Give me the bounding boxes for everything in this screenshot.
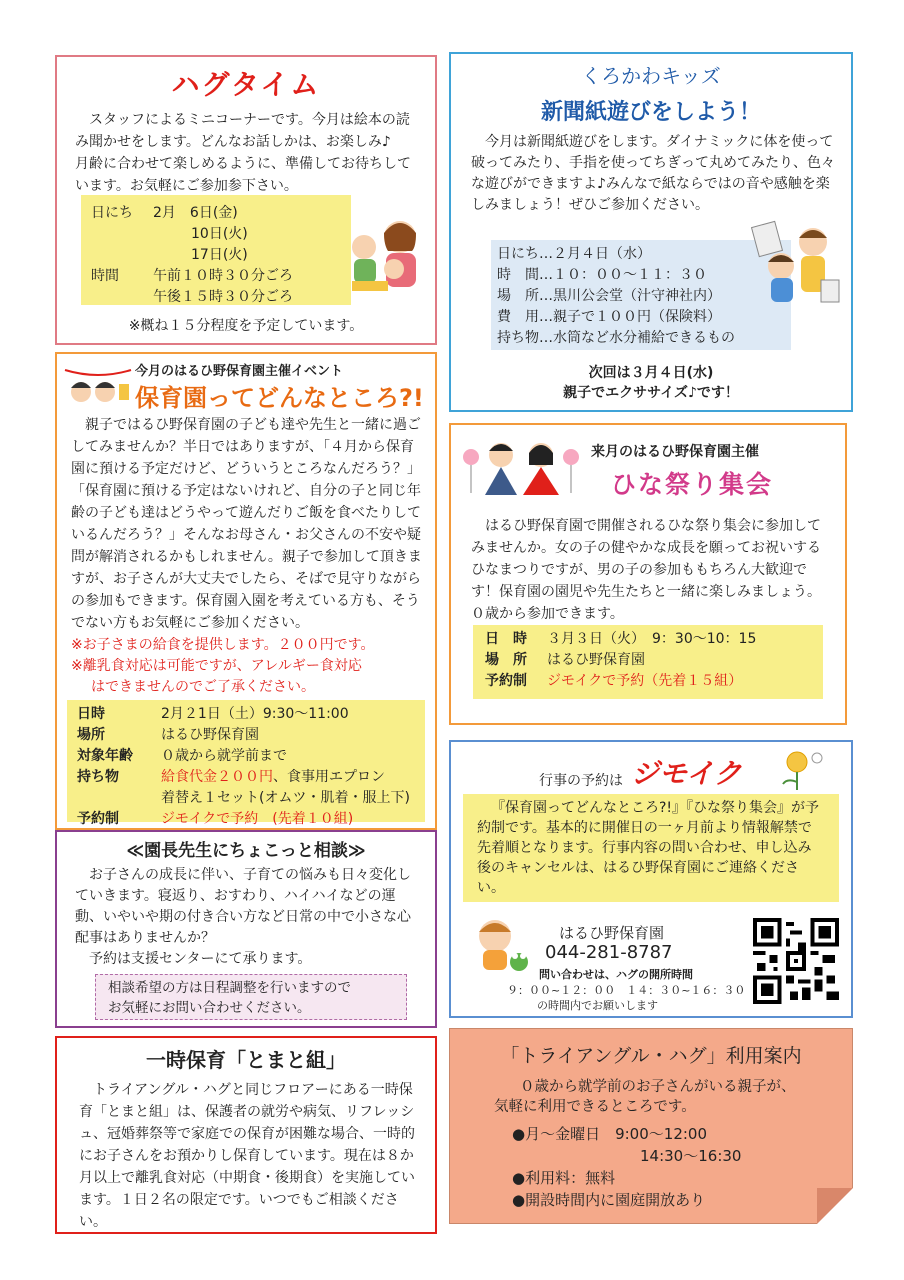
- hina-key: 予約制: [485, 673, 527, 689]
- hina-value: はるひ野保育園: [547, 652, 645, 668]
- jimoiku-hours-2: の時間内でお願いします: [537, 999, 658, 1012]
- encho-note-2: お気軽にお問い合わせください。: [108, 1000, 311, 1016]
- detail-key: 対象年齢: [77, 748, 133, 764]
- encho-consult-section: [55, 830, 437, 1028]
- hina-dolls-illustration-icon: [461, 435, 581, 497]
- hug-schedule: [81, 195, 351, 305]
- kurokawa-title-1: くろかわキッズ: [581, 64, 721, 88]
- hug-body: スタッフによるミニコーナーです。今月は絵本の読み聞かせをします。どんなお話しかは、お楽しみ♪ 月齢に合わせて楽しめるように、準備してお待ちしています。お気軽にご参加参下さい。: [75, 112, 411, 194]
- hina-body: はるひ野保育園で開催されるひな祭り集会に参加してみませんか。女の子の健やかな成長を願ってお祝いするひなまつりですが、男の子の参加ももちろん大歓迎です！保育園の園児や先生たちと一緒に楽しみましょう。０歳から参加できます。: [471, 518, 821, 622]
- hug-title: ハグタイム: [171, 68, 321, 101]
- kids-newspaper-illustration-icon: [751, 214, 843, 306]
- hoikuen-red-note-2b: はできませんのでご了承ください。: [91, 679, 315, 695]
- child-frog-illustration-icon: [469, 914, 533, 974]
- kurokawa-body: 今月は新聞紙遊びをします。ダイナミックに体を使って破ってみたり、手指を使ってちぎって丸めてみたり、色々な遊びができますよ♪みんなで紙ならではの音や感触を楽しみましょう！ぜひご参加ください。: [471, 134, 835, 213]
- detail-key: 予約制: [77, 811, 119, 827]
- kurokawa-row: 費 用…親子で１００円（保険料）: [497, 309, 721, 325]
- hoikuen-subtitle: 今月のはるひ野保育園主催イベント: [135, 364, 344, 379]
- kurokawa-next-2: 親子でエクササイズ♪です！: [563, 385, 739, 401]
- detail-value: ０歳から就学前まで: [161, 748, 287, 764]
- hina-value: ３月３日（火） 9：30～10：15: [547, 631, 757, 647]
- encho-note: [95, 974, 407, 1020]
- dandelion-icon: [779, 748, 825, 790]
- detail-value: 着替え１セット(オムツ・肌着・服上下): [161, 790, 410, 806]
- hoikuen-details: [67, 700, 425, 827]
- jimoiku-hours: ９：００~１２：００ １４：３０~１６：３０: [507, 984, 746, 997]
- hina-matsuri-section: [449, 423, 847, 725]
- hina-key: 日 時: [485, 631, 527, 647]
- detail-key: 持ち物: [77, 769, 119, 785]
- hoikuen-event-section: [55, 352, 437, 830]
- kurokawa-kids-section: [449, 52, 853, 412]
- riyou-item-2: ●利用料：無料: [512, 1169, 616, 1187]
- kurokawa-row: 日にち…２月４日（水）: [497, 246, 651, 262]
- jimoiku-notice: [463, 794, 839, 902]
- riyou-item-3: ●開設時間内に園庭開放あり: [512, 1191, 706, 1209]
- kurokawa-schedule: [491, 240, 791, 350]
- detail-value-red: ジモイクで予約 (先着１０組): [161, 811, 354, 827]
- mother-children-illustration-icon: [342, 207, 432, 297]
- kurokawa-next-1: 次回は３月４日(水): [588, 365, 714, 381]
- riyou-section: [449, 1028, 853, 1224]
- encho-title: ≪園長先生にちょこっと相談≫: [126, 841, 366, 861]
- detail-value: はるひ野保育園: [161, 727, 259, 743]
- encho-body: お子さんの成長に伴い、子育ての悩みも日々変化していきます。寝返り、おすわり、ハイハイなどの運動、いやいや期の付き合い方など日常の中で小さな心配事はありませんか？: [75, 867, 411, 946]
- hug-date-label: 日にち: [91, 205, 133, 221]
- hina-title: ひな祭り集会: [611, 470, 774, 499]
- hug-time-section: [55, 55, 437, 345]
- hug-date-2: 10日(火): [191, 226, 248, 242]
- encho-body-2: 予約は支援センターにて承ります。: [89, 951, 312, 967]
- hug-date-3: 17日(火): [191, 247, 248, 263]
- kurokawa-title-2: 新聞紙遊びをしよう！: [540, 100, 761, 125]
- tomato-section: [55, 1036, 437, 1234]
- hoikuen-red-note-2a: ※離乳食対応は可能ですが、アレルギー食対応: [71, 658, 362, 674]
- hoikuen-title: 保育園ってどんなところ?!: [135, 384, 424, 412]
- hina-subtitle: 来月のはるひ野保育園主催: [591, 444, 759, 460]
- tomato-title: 一時保育「とまと組」: [146, 1048, 346, 1072]
- kurokawa-row: 時 間…１０：００～１１：３０: [497, 267, 707, 283]
- hina-key: 場 所: [485, 652, 527, 668]
- qr-code-icon[interactable]: [753, 918, 839, 1004]
- jimoiku-inquiry: 問い合わせは、ハグの開所時間: [539, 968, 693, 981]
- riyou-item-1b: 14:30～16:30: [640, 1147, 742, 1165]
- kurokawa-row: 持ち物…水筒など水分補給できるもの: [497, 330, 735, 346]
- jimoiku-org: はるひ野保育園: [559, 924, 665, 942]
- jimoiku-body: 『保育園ってどんなところ?!』『ひな祭り集会』が予約制です。基本的に開催日の一ヶ月前より情報解禁で先着順となります。行事内容の問い合わせ、申し込み後のキャンセルは、はるひ野保育園にご連絡ください。: [477, 800, 820, 896]
- hug-time-1: 午前１０時３０分ごろ: [153, 268, 293, 284]
- detail-key: 場所: [77, 727, 105, 743]
- hug-time-label: 時間: [91, 268, 119, 284]
- riyou-lead-1: ０歳から就学前のお子さんがいる親子が、: [520, 1079, 796, 1095]
- hug-date-1: 2月 6日(金): [153, 205, 238, 221]
- riyou-lead-2: 気軽に利用できるところです。: [494, 1099, 696, 1115]
- riyou-title: 「トライアングル・ハグ」利用案内: [500, 1045, 802, 1067]
- hina-value-red: ジモイクで予約（先着１５組）: [547, 673, 743, 689]
- hug-note: ※概ね１５分程度を予定しています。: [128, 318, 364, 334]
- hug-time-2: 午後１５時３０分ごろ: [153, 289, 293, 305]
- riyou-item-1: ●月～金曜日 9:00～12:00: [512, 1125, 708, 1143]
- jimoiku-tel: 044-281-8787: [545, 942, 673, 963]
- detail-key: 日時: [77, 706, 105, 722]
- encho-note-1: 相談希望の方は日程調整を行いますので: [108, 980, 351, 996]
- jimoiku-logo: ジモイク: [631, 757, 742, 790]
- hina-details: [473, 625, 823, 699]
- kids-party-illustration-icon: [63, 364, 133, 408]
- kurokawa-row: 場 所…黒川公会堂（汁守神社内）: [497, 288, 721, 304]
- hoikuen-red-note-1: ※お子さまの給食を提供します。２００円です。: [71, 637, 375, 653]
- detail-value-red: 給食代金２００円: [161, 769, 273, 785]
- tomato-body: トライアングル・ハグと同じフロアーにある一時保育「とまと組」は、保護者の就労や病気、リフレッシュ、冠婚葬祭等で家庭での保育が困難な場合、一時的にお子さんをお預かりし保育しています。現在は８か月以上で離乳食対応（中期食・後期食）を実施しています。１日２名の限定です。いつでもご相談ください。: [79, 1082, 415, 1230]
- hoikuen-body: 親子ではるひ野保育園の子ども達や先生と一緒に過ごしてみませんか？半日ではありますが、「４月から保育園に預ける予定だけど、どういうところなんだろう？」「保育園に預ける予定はないけれど、自分の子と同じ年齢の子ども達はどうやって遊んだりご飯を食べたりしているんだろう？」そんなお母さん・お父さんの不安や疑問が解消されるかもしれません。親子で参加して頂きますが、お子さんが大丈夫でしたら、そばで見守りながらの参加もできます。保育園入園を考えている方も、そうでない方もお気軽にご参加ください。: [71, 417, 422, 631]
- detail-value: 2月２1日（土）9:30～11:00: [161, 706, 349, 722]
- detail-value: 、食事用エプロン: [273, 769, 385, 785]
- page-fold-corner: [817, 1188, 853, 1224]
- jimoiku-pre: 行事の予約は: [539, 773, 623, 789]
- jimoiku-section: [449, 740, 853, 1018]
